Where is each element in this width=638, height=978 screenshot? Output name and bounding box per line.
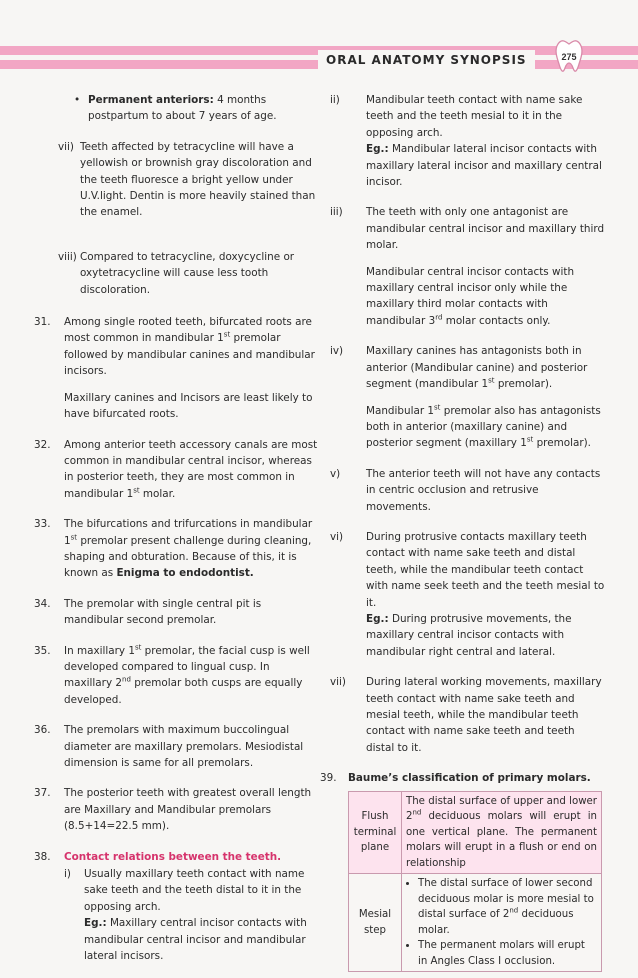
item-38-i: i) Usually maxillary teeth contact with name sake teeth and the teeth distal to it in the opposing arch. Eg.: Maxillary central incisor contacts with mandibular central incisor and mandibular lateral incisors. [64, 868, 307, 963]
table-row [349, 874, 602, 972]
item-39: 39. Baume’s classification of primary molars. [320, 772, 591, 785]
table-row: Flush terminal plane The distal surface of upper and lower 2nd deciduous molars will erupt in one vertical plane. The permanent molars will erupt in a flush or end on relationship [349, 791, 602, 874]
section-heading-contact-relations: Contact relations between the teeth. [64, 850, 282, 863]
permanent-anteriors-bullet: • Permanent anteriors: 4 months postpartum to about 7 years of age. [74, 94, 277, 123]
item-v: v) The anterior teeth will not have any contacts in centric occlusion and retrusive movements. [330, 467, 601, 513]
row-label-flush-terminal-plane: Flush terminal plane [349, 791, 402, 874]
item-31: 31. Among single rooted teeth, bifurcated roots are most common in mandibular 1st premolar followed by mandibular canines and mandibular incisors. Maxillary canines and Incisors are least likely to have bifurcated roots. [34, 316, 315, 421]
item-ii: ii) Mandibular teeth contact with name sake teeth and the teeth mesial to it in the opposing arch. Eg.: Mandibular lateral incisor contacts with maxillary lateral incisor and maxillary central incisor. [330, 94, 602, 189]
right-column [320, 92, 606, 972]
item-vii-right: vii) During lateral working movements, maxillary teeth contact with name sake teeth and mesial teeth, while the mandibular teeth contact with name sake teeth and teeth distal to it. [330, 676, 602, 754]
list-item: • The distal surface of lower second deciduous molar is more mesial to distal surface of 2nd deciduous molar. [418, 876, 597, 938]
page-number: 275 [561, 52, 577, 62]
item-vii: vii) Teeth affected by tetracycline will have a yellowish or brownish gray discoloration and the teeth fluoresce a bright yellow under U.V.light. Dentin is more heavily stained than the enamel. [58, 140, 316, 219]
item-38: 38. Contact relations between the teeth. i) Usually maxillary teeth contact with name sake teeth and the teeth distal to it in the opposing arch. Eg.: Maxillary central incisor contacts with mandibular central incisor and mandibular lateral incisors. [34, 849, 320, 965]
item-32: 32. Among anterior teeth accessory canals are most common in mandibular central incisor, whereas in posterior teeth, they are most common in mandibular 1st molar. [34, 438, 318, 500]
item-viii: viii) Compared to tetracycline, doxycycline or oxytetracycline will cause less tooth discoloration. [58, 250, 295, 296]
item-33: 33. The bifurcations and trifurcations in mandibular 1st premolar present challenge during cleaning, shaping and obturation. Because of this, it is known as Enigma to endodontist. [34, 518, 313, 580]
item-iii: iii) The teeth with only one antagonist are mandibular central incisor and maxillary third molar. Mandibular central incisor contacts with maxillary central incisor only while the maxillary third molar contacts with mandibular 3rd molar contacts only. [330, 206, 605, 327]
baume-classification-table [348, 791, 602, 973]
baume-heading: Baume’s classification of primary molars. [348, 772, 591, 785]
left-column [34, 92, 320, 978]
row-label-mesial-step: Mesial step [349, 874, 402, 972]
item-35: 35. In maxillary 1st premolar, the facial cusp is well developed compared to lingual cusp. In maxillary 2nd premolar both cusps are equally developed. [34, 643, 310, 706]
item-iv: iv) Maxillary canines has antagonists both in anterior (Mandibular canine) and posterior segment (mandibular 1st premolar). Mandibular 1st premolar also has antagonists both in anterior (maxillary canine) and posterior segment (maxillary 1st premolar). [330, 345, 601, 450]
item-vi: vi) During protrusive contacts maxillary teeth contact with name sake teeth and distal teeth, while the mandibular teeth contact with name seek teeth and the teeth mesial to it. Eg.: During protrusive movements, the maxillary central incisor contacts with mandibular right central and lateral. [330, 530, 605, 658]
list-item: • The permanent molars will erupt in Angles Class I occlusion. [418, 938, 597, 969]
item-36: 36. The premolars with maximum buccolingual diameter are maxillary premolars. Mesiodistal dimension is same for all premolars. [34, 724, 304, 769]
item-34: 34. The premolar with single central pit is mandibular second premolar. [34, 597, 262, 627]
item-37: 37. The posterior teeth with greatest overall length are Maxillary and Mandibular premolars (8.5+14=22.5 mm). [34, 787, 312, 833]
running-header-title: ORAL ANATOMY SYNOPSIS [318, 50, 535, 70]
